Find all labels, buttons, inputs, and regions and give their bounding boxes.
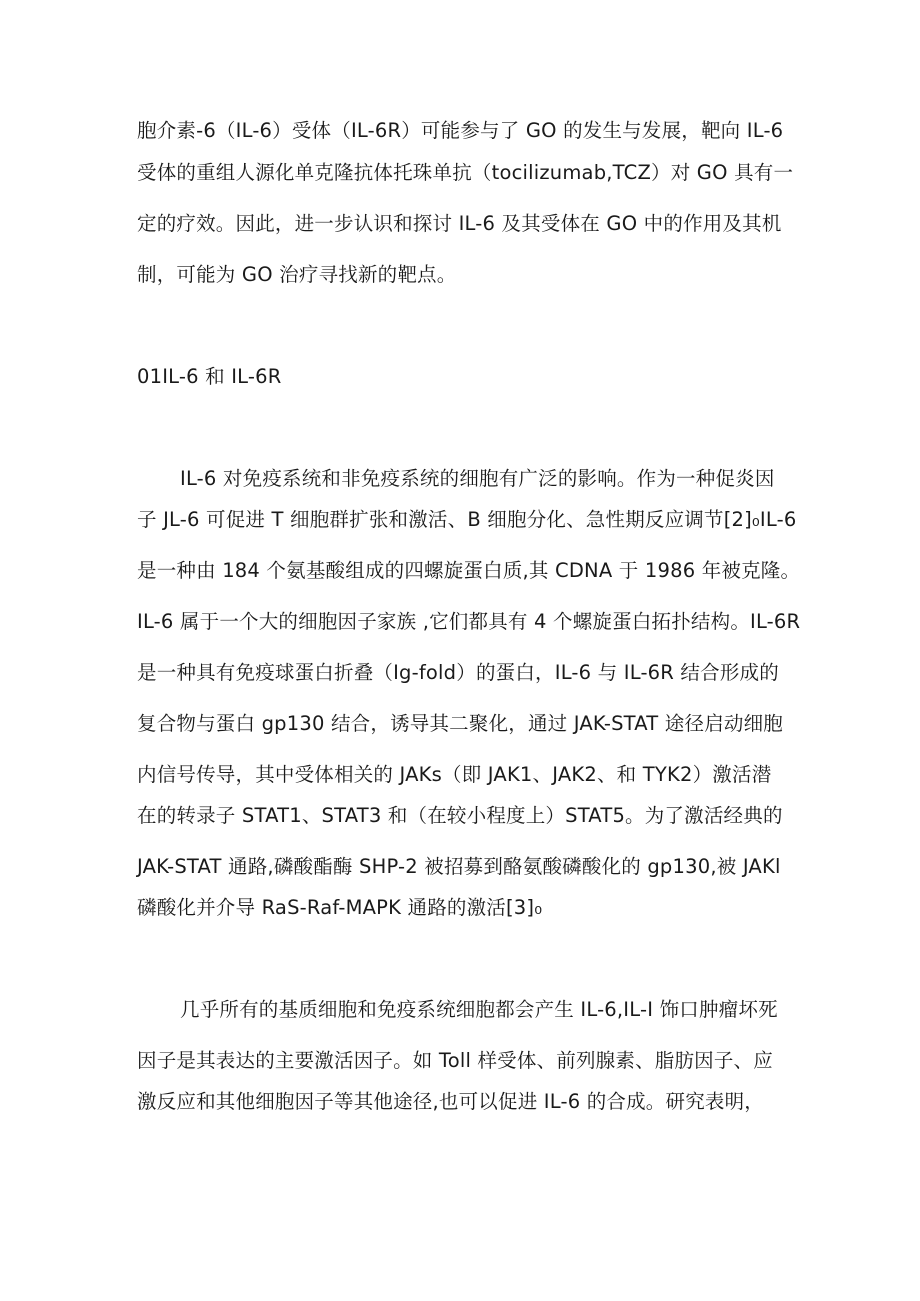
intro-line: 受体的重组人源化单克隆抗体托珠单抗（tocilizumab,TCZ）对 GO 具有一 — [137, 161, 794, 184]
paragraph-1-line: 复合物与蛋白 gp130 结合，诱导其二聚化，通过 JAK-STAT 途径启动细胞 — [137, 712, 784, 735]
paragraph-1-line: 子 JL-6 可促进 T 细胞群扩张和激活、B 细胞分化、急性期反应调节[2]₀IL-6 — [137, 508, 797, 531]
section-heading: 01IL-6 和 IL-6R — [137, 365, 282, 388]
paragraph-1-line: JAK-STAT 通路,磷酸酯酶 SHP-2 被招募到酪氨酸磷酸化的 gp130,被 JAKl — [137, 855, 781, 878]
paragraph-1-line: 是一种具有免疫球蛋白折叠（Ig-fold）的蛋白，IL-6 与 IL-6R 结合形成的 — [137, 661, 779, 684]
paragraph-2-line: 因子是其表达的主要激活因子。如 Toll 样受体、前列腺素、脂肪因子、应 — [137, 1049, 773, 1072]
paragraph-2-line: 几乎所有的基质细胞和免疫系统细胞都会产生 IL-6,IL-I 饰口肿瘤坏死 — [180, 998, 778, 1021]
paragraph-1-line: 内信号传导，其中受体相关的 JAKs（即 JAK1、JAK2、和 TYK2）激活潜 — [137, 763, 772, 786]
intro-line: 定的疗效。因此，进一步认识和探讨 IL-6 及其受体在 GO 中的作用及其机 — [137, 212, 782, 235]
intro-line: 胞介素-6（IL-6）受体（IL-6R）可能参与了 GO 的发生与发展，靶向 IL-6 — [137, 119, 784, 142]
paragraph-1-line: IL-6 属于一个大的细胞因子家族 ,它们都具有 4 个螺旋蛋白拓扑结构。IL-6R — [137, 610, 801, 633]
paragraph-2-line: 激反应和其他细胞因子等其他途径,也可以促进 IL-6 的合成。研究表明， — [137, 1090, 765, 1113]
paragraph-1-line: IL-6 对免疫系统和非免疫系统的细胞有广泛的影响。作为一种促炎因 — [180, 467, 775, 490]
paragraph-1-line: 是一种由 184 个氨基酸组成的四螺旋蛋白质,其 CDNA 于 1986 年被克隆。 — [137, 559, 801, 582]
intro-line: 制，可能为 GO 治疗寻找新的靶点。 — [137, 263, 457, 286]
paragraph-1-line: 在的转录子 STAT1、STAT3 和（在较小程度上）STAT5。为了激活经典的 — [137, 804, 783, 827]
paragraph-1-line: 磷酸化并介导 RaS-Raf-MAPK 通路的激活[3]₀ — [137, 896, 543, 919]
